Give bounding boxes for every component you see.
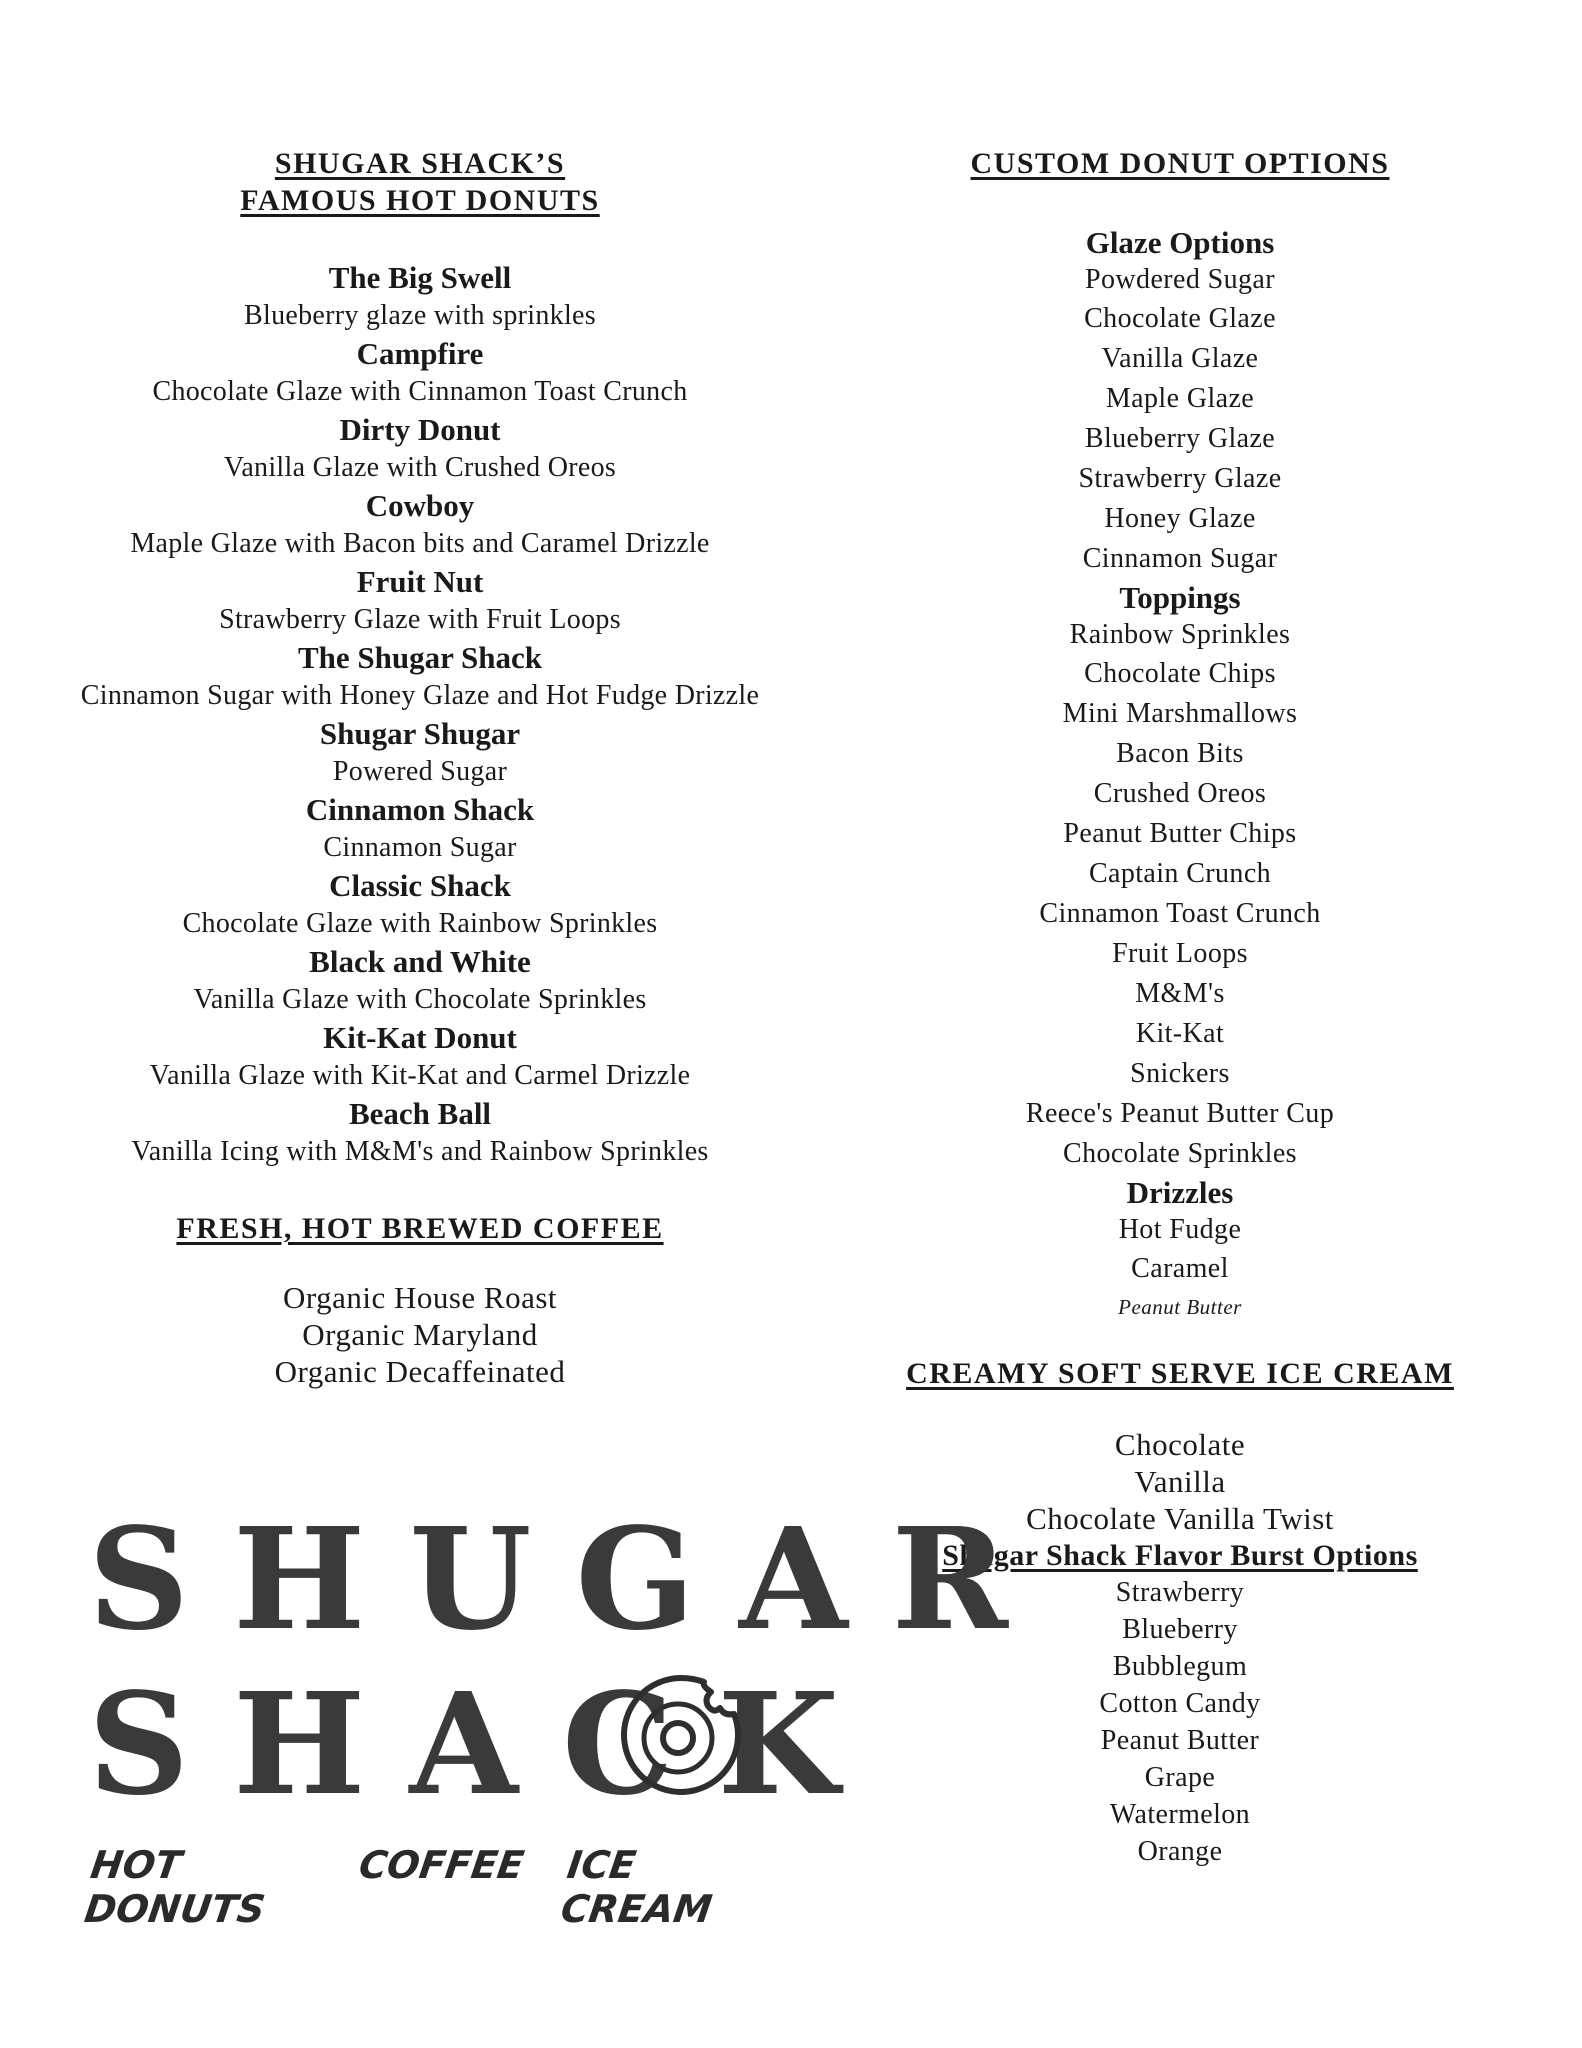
donut-item xyxy=(80,411,760,487)
tagline-coffee: COFFEE xyxy=(356,1843,527,1887)
glaze-option: Powdered Sugar xyxy=(1085,264,1275,295)
donut-name: Shugar Shugar xyxy=(319,716,521,751)
donut-name: Campfire xyxy=(356,336,484,371)
custom-options-list xyxy=(860,224,1500,1325)
donut-list xyxy=(80,259,760,1171)
topping-option: Captain Crunch xyxy=(1088,858,1272,889)
glaze-option: Chocolate Glaze xyxy=(1084,303,1276,334)
topping-option: Rainbow Sprinkles xyxy=(1069,619,1291,650)
tagline-hot-donuts: HOT DONUTS xyxy=(81,1843,268,1931)
donut-description: Cinnamon Sugar with Honey Glaze and Hot Fudge Drizzle xyxy=(80,680,760,711)
donut-name: Beach Ball xyxy=(348,1096,492,1131)
flavor-burst-item: Blueberry xyxy=(1122,1614,1238,1645)
flavor-burst-item: Grape xyxy=(1144,1762,1216,1793)
glaze-list xyxy=(860,261,1500,579)
flavor-burst-item: Peanut Butter xyxy=(1100,1725,1260,1756)
donut-name: The Big Swell xyxy=(328,260,512,295)
donut-item xyxy=(80,1095,760,1171)
icecream-section-title: CREAMY SOFT SERVE ICE CREAM xyxy=(906,1357,1454,1390)
donut-description: Strawberry Glaze with Fruit Loops xyxy=(219,604,621,635)
topping-option: Fruit Loops xyxy=(1112,938,1248,969)
donut-description: Maple Glaze with Bacon bits and Caramel Drizzle xyxy=(130,528,710,559)
icecream-item: Vanilla xyxy=(1134,1464,1226,1499)
topping-option: Chocolate Chips xyxy=(1084,658,1276,689)
donut-item xyxy=(80,259,760,335)
donut-name: Classic Shack xyxy=(329,868,511,903)
coffee-list xyxy=(80,1279,760,1390)
donut-item xyxy=(80,791,760,867)
donut-description: Vanilla Glaze with Chocolate Sprinkles xyxy=(193,984,647,1015)
donut-name: Fruit Nut xyxy=(356,564,484,599)
topping-option: Cinnamon Toast Crunch xyxy=(1039,898,1321,929)
topping-option: M&M's xyxy=(1135,978,1225,1009)
topping-option: Crushed Oreos xyxy=(1093,778,1267,809)
custom-options-title: CUSTOM DONUT OPTIONS xyxy=(970,147,1390,180)
donut-name: Dirty Donut xyxy=(339,412,501,447)
donut-item xyxy=(80,943,760,1019)
donut-item xyxy=(80,867,760,943)
drizzles-heading: Drizzles xyxy=(1126,1175,1234,1210)
donut-description: Chocolate Glaze with Rainbow Sprinkles xyxy=(182,908,658,939)
donut-item xyxy=(80,563,760,639)
flavor-burst-item: Cotton Candy xyxy=(1099,1688,1261,1719)
donut-name: Kit-Kat Donut xyxy=(323,1020,517,1055)
glaze-option: Maple Glaze xyxy=(1105,383,1255,414)
donut-description: Vanilla Icing with M&M's and Rainbow Sprinkles xyxy=(131,1136,709,1167)
shugar-shack-logo xyxy=(81,1498,1052,1931)
flavor-burst-item: Watermelon xyxy=(1109,1799,1251,1830)
donut-name: Cinnamon Shack xyxy=(305,792,535,827)
toppings-list xyxy=(860,616,1500,1174)
tagline-ice-cream: ICE CREAM xyxy=(558,1843,715,1931)
flavor-burst-item: Strawberry xyxy=(1115,1577,1245,1608)
donuts-section-title-line-2: FAMOUS HOT DONUTS xyxy=(240,184,600,217)
donut-icon xyxy=(616,1670,746,1800)
glaze-option: Strawberry Glaze xyxy=(1078,463,1282,494)
coffee-item: Organic Decaffeinated xyxy=(274,1354,566,1389)
icecream-item: Chocolate Vanilla Twist xyxy=(1026,1501,1334,1536)
topping-option: Kit-Kat xyxy=(1135,1018,1225,1049)
glaze-option: Cinnamon Sugar xyxy=(1082,543,1278,574)
flavor-burst-item: Bubblegum xyxy=(1112,1651,1248,1682)
donut-item xyxy=(80,1019,760,1095)
glaze-option: Blueberry Glaze xyxy=(1084,423,1276,454)
coffee-section-title: FRESH, HOT BREWED COFFEE xyxy=(176,1212,664,1245)
flavor-burst-item: Orange xyxy=(1137,1836,1223,1867)
glaze-option: Honey Glaze xyxy=(1104,503,1256,534)
donut-item xyxy=(80,487,760,563)
coffee-item: Organic Maryland xyxy=(302,1317,538,1352)
logo-tagline xyxy=(82,1843,754,1931)
donut-name: Black and White xyxy=(309,944,531,979)
donut-description: Cinnamon Sugar xyxy=(323,832,517,863)
logo-word-shack: SHACK xyxy=(88,1663,884,1827)
donut-description: Powered Sugar xyxy=(332,756,508,787)
donut-description: Chocolate Glaze with Cinnamon Toast Crunch xyxy=(152,376,688,407)
topping-option: Snickers xyxy=(1130,1058,1230,1089)
coffee-item: Organic House Roast xyxy=(282,1280,558,1315)
logo-word-shugar: SHUGAR xyxy=(88,1498,1052,1662)
donut-name: Cowboy xyxy=(365,488,475,523)
topping-option: Chocolate Sprinkles xyxy=(1063,1138,1297,1169)
donut-name: The Shugar Shack xyxy=(297,640,543,675)
donut-item xyxy=(80,639,760,715)
donut-item xyxy=(80,335,760,411)
drizzle-option-small: Peanut Butter xyxy=(1118,1295,1242,1319)
donut-description: Vanilla Glaze with Kit-Kat and Carmel Drizzle xyxy=(149,1060,691,1091)
topping-option: Peanut Butter Chips xyxy=(1063,818,1297,849)
flavor-burst-heading: Shugar Shack Flavor Burst Options xyxy=(942,1539,1418,1572)
icecream-item: Chocolate xyxy=(1114,1427,1246,1462)
topping-option: Mini Marshmallows xyxy=(1062,698,1298,729)
drizzle-option: Hot Fudge xyxy=(1118,1214,1242,1245)
donut-item xyxy=(80,715,760,791)
topping-option: Bacon Bits xyxy=(1116,738,1244,769)
glaze-options-heading: Glaze Options xyxy=(1085,225,1275,260)
donut-description: Blueberry glaze with sprinkles xyxy=(244,300,596,331)
glaze-option: Vanilla Glaze xyxy=(1101,343,1259,374)
drizzle-option: Caramel xyxy=(1131,1253,1229,1284)
donut-menu-column xyxy=(80,145,760,1390)
topping-option: Reece's Peanut Butter Cup xyxy=(1025,1098,1335,1129)
drizzles-list xyxy=(860,1211,1500,1289)
donuts-section-title-line-1: SHUGAR SHACK’S xyxy=(274,147,566,180)
donut-description: Vanilla Glaze with Crushed Oreos xyxy=(223,452,617,483)
toppings-heading: Toppings xyxy=(1119,580,1241,615)
